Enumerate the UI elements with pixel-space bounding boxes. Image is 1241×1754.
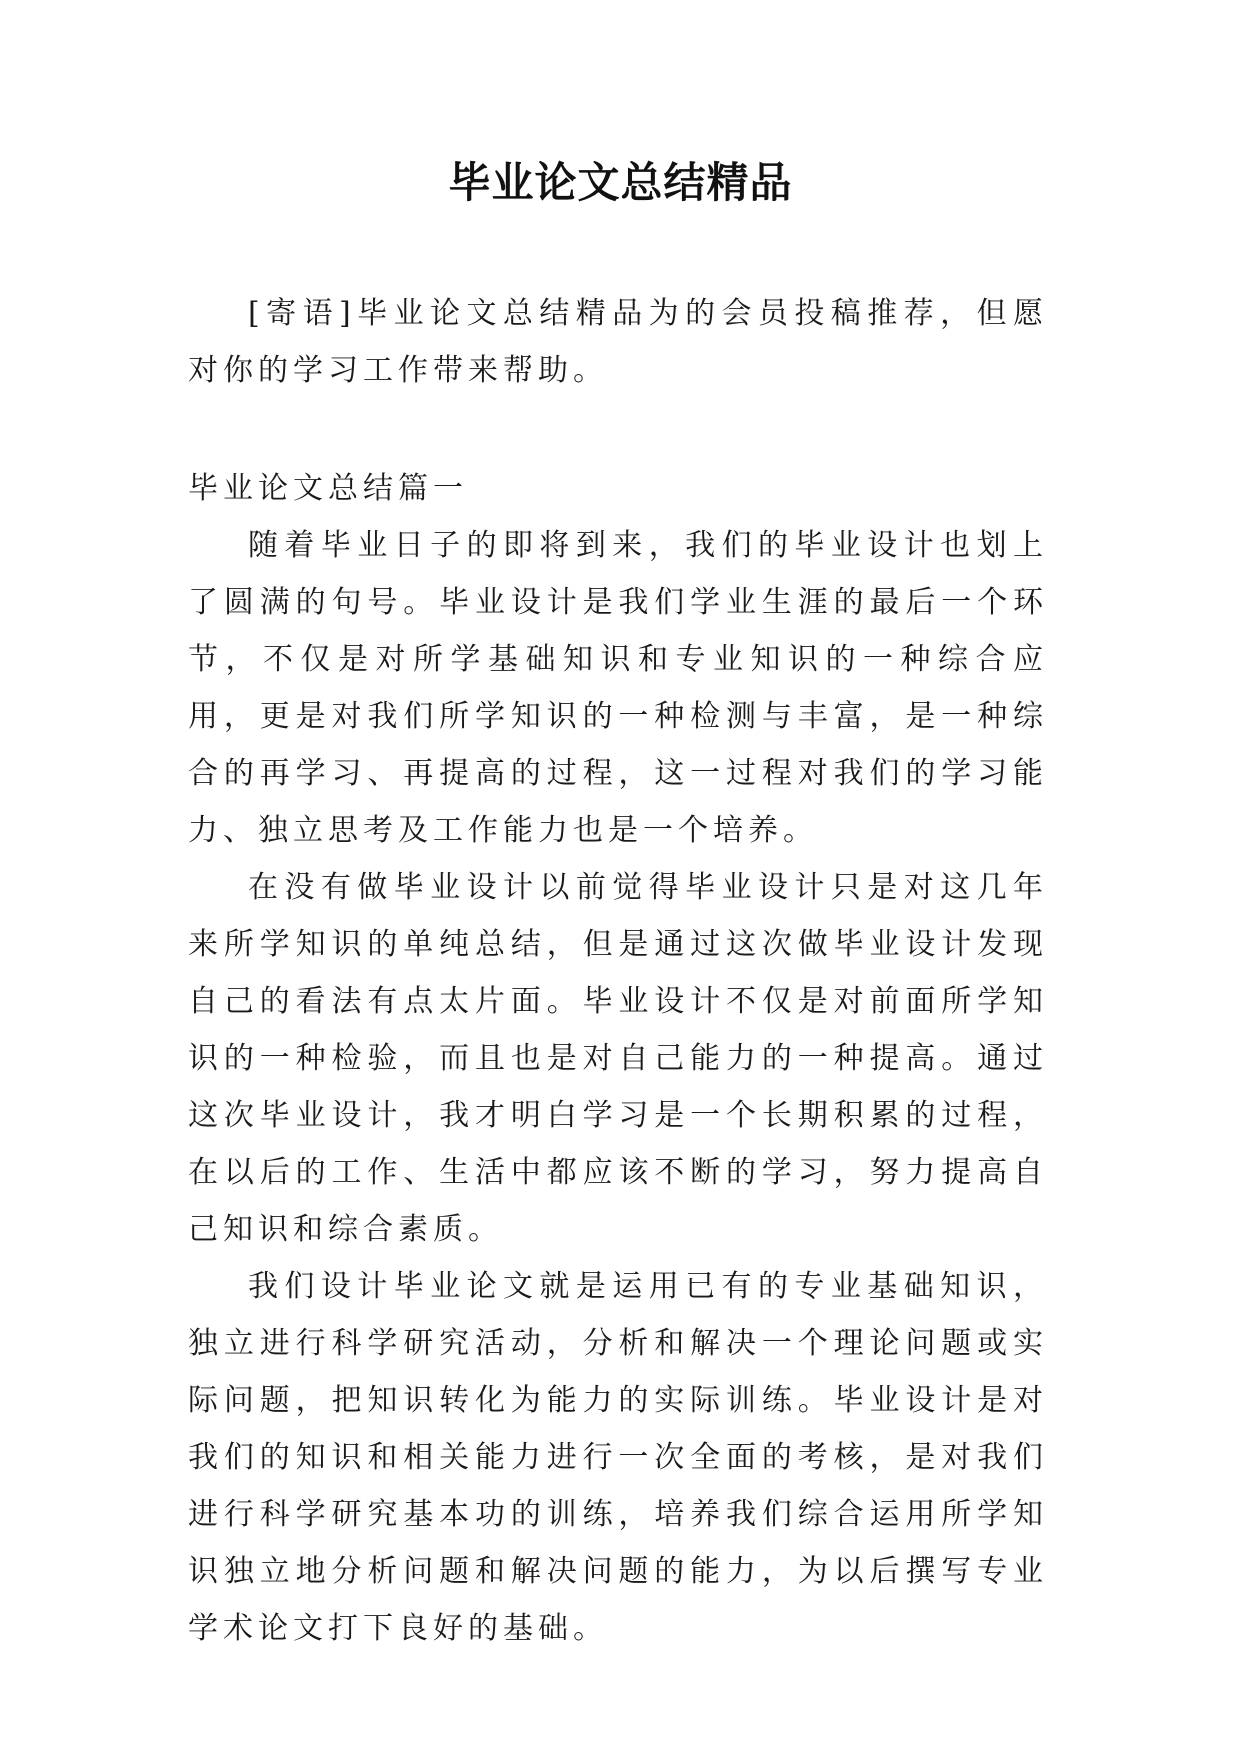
document-title: 毕业论文总结精品 [448,158,793,207]
body-paragraph-1: 随着毕业日子的即将到来，我们的毕业设计也划上了圆满的句号。毕业设计是我们学业生涯的最后一个环节，不仅是对所学基础知识和专业知识的一种综合应用，更是对我们所学知识的一种检测与丰富，是一种综合的再学习、再提高的过程，这一过程对我们的学习能力、独立思考及工作能力也是一个培养。 [188,528,1048,848]
document-body [188,285,1048,1657]
section-heading: 毕业论文总结篇一 [188,471,468,506]
intro-paragraph: [寄语]毕业论文总结精品为的会员投稿推荐，但愿对你的学习工作带来帮助。 [188,296,1048,388]
body-paragraph-2: 在没有做毕业设计以前觉得毕业设计只是对这几年来所学知识的单纯总结，但是通过这次做毕业设计发现自己的看法有点太片面。毕业设计不仅是对前面所学知识的一种检验，而且也是对自己能力的一种提高。通过这次毕业设计，我才明白学习是一个长期积累的过程，在以后的工作、生活中都应该不断的学习，努力提高自己知识和综合素质。 [188,870,1048,1247]
body-paragraph-3: 我们设计毕业论文就是运用已有的专业基础知识，独立进行科学研究活动，分析和解决一个理论问题或实际问题，把知识转化为能力的实际训练。毕业设计是对我们的知识和相关能力进行一次全面的考核，是对我们进行科学研究基本功的训练，培养我们综合运用所学知识独立地分析问题和解决问题的能力，为以后撰写专业学术论文打下良好的基础。 [188,1269,1048,1646]
